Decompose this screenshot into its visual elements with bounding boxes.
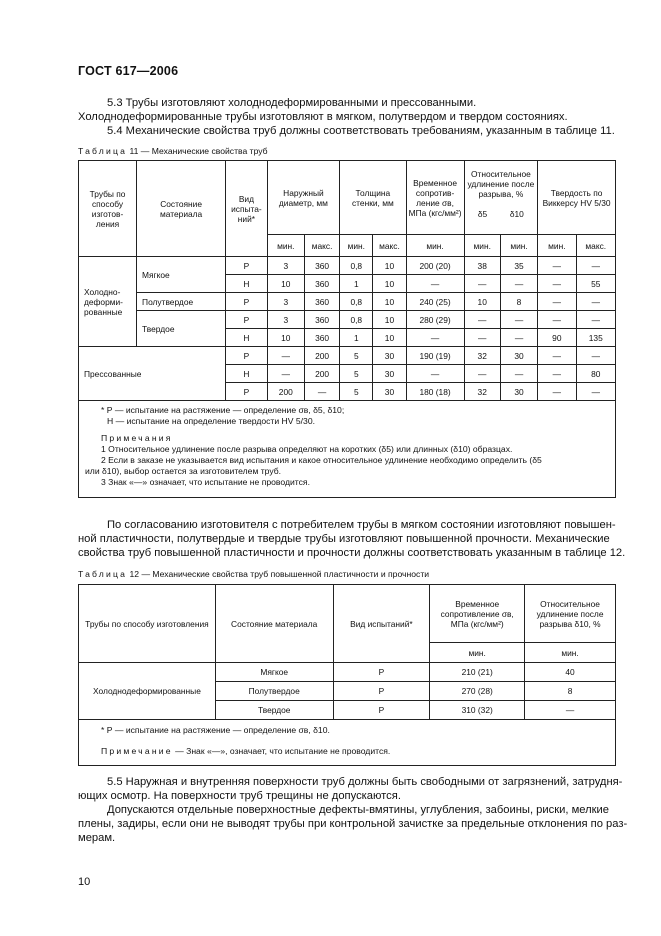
table-cell: 10 [373,275,406,293]
t11-footnote2: Н — испытание на определение твердости HV 5/30. [107,416,315,426]
t11-sub-min: мин. [406,235,464,257]
table-row [79,311,616,329]
t12-sub-min: мин. [525,643,616,663]
table-cell: Р [226,293,267,311]
table-cell: 360 [304,311,339,329]
table-cell: 190 (19) [406,347,464,365]
t11-sub-max: макс. [576,235,615,257]
t11-sub-max: макс. [373,235,406,257]
table-cell: 38 [464,257,500,275]
table12-caption: Таблица 12 — Механические свойства труб повышенной пластичности и прочности [78,569,430,579]
table-cell: — [500,275,537,293]
table-cell: Р [226,257,267,275]
para-5-3-line2: Холоднодеформированные трубы изготовляют в мягком, полутвердом и твердом состояниях. [78,111,568,123]
t12-header-state: Состояние материала [215,585,333,663]
t11-header-strength: Временное сопротив-ление σв, МПа (кгс/мм²) [406,161,464,235]
table-cell: 8 [500,293,537,311]
t11-header-test: Вид испыта-ний* [226,161,267,257]
table11-caption: Таблица 11 — Механические свойства труб [78,146,268,156]
table-cell: 0,8 [340,293,373,311]
table-cell: 3 [267,257,304,275]
para-mid-line2: ной пластичности, полутвердые и твердые трубы изготовляют повышенной прочности. Механические [78,533,610,545]
t11-note2b: или δ10), выбор остается за изготовителем труб. [85,466,282,476]
t11-notes-cell [79,401,616,498]
table-cell: 200 [304,347,339,365]
table-cell: — [464,365,500,383]
table-cell: 32 [464,347,500,365]
table-cell: Р [333,701,430,720]
table-12 [78,584,616,766]
t12-footnote: * Р — испытание на растяжение — определение σв, δ10. [101,725,330,735]
document-header: ГОСТ 617—2006 [78,64,179,78]
table-cell: — [464,275,500,293]
t11-note2a: 2 Если в заказе не указывается вид испытания и какое относительное удлинение необходимо определить (δ5 [101,455,542,465]
table-cell: Р [333,682,430,701]
table-cell: 10 [464,293,500,311]
para-mid-line3: свойства труб повышенной пластичности и прочности должны соответствовать указанным в таблице 12. [78,547,626,559]
t11-note1: 1 Относительное удлинение после разрыва определяют на коротких (δ5) или длинных (δ10) образцах. [101,444,513,454]
table-cell: 180 (18) [406,383,464,401]
table-cell: 30 [373,383,406,401]
t12-group: Холоднодеформированные [79,663,216,720]
table-cell: 210 (21) [430,663,525,682]
table-cell: — [464,311,500,329]
table-cell: — [406,365,464,383]
table-cell: Р [226,311,267,329]
t11-footnote1: * Р — испытание на растяжение — определение σв, δ5, δ10; [101,405,345,415]
table-cell: 10 [267,275,304,293]
t11-header-elong: Относительное удлинение после разрыва, % δ5 δ10 [464,161,538,235]
para-5-5-line4: плены, задиры, если они не выводят трубы при контрольной зачистке за предельные отклонения по раз- [78,818,628,830]
table-row [79,663,616,682]
table-cell: — [576,347,615,365]
t12-note: Примечание — Знак «—», означает, что испытание не проводится. [101,746,391,756]
t12-sub-min: мин. [430,643,525,663]
table-cell: Р [333,663,430,682]
table-cell: — [267,365,304,383]
table-cell: 80 [576,365,615,383]
table-row [79,347,616,365]
table-cell: 135 [576,329,615,347]
table-cell: 1 [340,275,373,293]
table-cell: 240 (25) [406,293,464,311]
table-cell: — [500,311,537,329]
table-cell: 360 [304,275,339,293]
t11-header-wall: Толщина стенки, мм [340,161,406,235]
table-cell: — [576,383,615,401]
table-cell: Н [226,275,267,293]
table-cell: 360 [304,293,339,311]
t11-group-cold: Холодно-деформи-рованные [79,257,137,347]
table-row [79,257,616,275]
table-cell: 310 (32) [430,701,525,720]
table-cell: 0,8 [340,311,373,329]
para-5-5-line2: ющих осмотр. На поверхности труб трещины не допускаются. [78,790,401,802]
table-cell: 40 [525,663,616,682]
table-cell: 30 [373,365,406,383]
table-cell: 360 [304,257,339,275]
table-cell: Твердое [215,701,333,720]
t11-state-soft: Мягкое [137,257,226,293]
table-cell: — [538,275,576,293]
t11-sub-min: мин. [340,235,373,257]
t11-state-semi: Полутвердое [137,293,226,311]
para-5-4: 5.4 Механические свойства труб должны соответствовать требованиям, указанным в таблице 11. [107,125,615,137]
table-cell: 10 [373,329,406,347]
table-cell: 200 (20) [406,257,464,275]
table-cell: 35 [500,257,537,275]
table-cell: — [267,347,304,365]
table-cell: 3 [267,311,304,329]
table-cell: — [538,365,576,383]
table-cell: Н [226,365,267,383]
table-cell: — [538,257,576,275]
table-cell: Н [226,329,267,347]
table-cell: 10 [373,293,406,311]
para-5-5-line5: мерам. [78,832,116,844]
table-cell: 5 [340,365,373,383]
table-cell: — [406,275,464,293]
table-cell: — [406,329,464,347]
t11-header-d10: δ10 [509,209,524,219]
table-cell: — [576,311,615,329]
table-cell: 30 [373,347,406,365]
t11-sub-min: мин. [500,235,537,257]
t12-header-method: Трубы по способу изготовления [79,585,216,663]
t11-header-state: Состояние материала [137,161,226,257]
table-cell: Р [226,383,267,401]
table-cell: 3 [267,293,304,311]
table-cell: 0,8 [340,257,373,275]
para-5-5-line1: 5.5 Наружная и внутренняя поверхности труб должны быть свободными от загрязнений, затрудня- [107,776,623,788]
para-5-3-line1: 5.3 Трубы изготовляют холоднодеформированными и прессованными. [107,97,477,109]
table-cell: 30 [500,347,537,365]
table-cell: 360 [304,329,339,347]
table-11 [78,160,616,498]
t12-header-test: Вид испытаний* [333,585,430,663]
t11-sub-min: мин. [267,235,304,257]
table-cell: — [304,383,339,401]
t12-notes-cell [79,720,616,766]
t11-header-diameter: Наружный диаметр, мм [267,161,340,235]
t11-note3: 3 Знак «—» означает, что испытание не проводится. [101,477,310,487]
table-cell: — [538,293,576,311]
table-cell: 280 (29) [406,311,464,329]
t12-header-strength: Временное сопротивление σв, МПа (кгс/мм²) [430,585,525,643]
t11-sub-min: мин. [464,235,500,257]
t11-header-hard: Твердость по Виккерсу HV 5/30 [538,161,616,235]
table-cell: — [525,701,616,720]
t11-state-hard: Твердое [137,311,226,347]
table-cell: 10 [373,311,406,329]
para-mid-line1: По согласованию изготовителя с потребителем трубы в мягком состоянии изготовляют повышен- [107,519,616,531]
table-cell: — [500,365,537,383]
t11-header-d5: δ5 [477,209,488,219]
table-cell: 8 [525,682,616,701]
table-cell: 270 (28) [430,682,525,701]
table-cell: Мягкое [215,663,333,682]
table-cell: 5 [340,347,373,365]
table-row [79,293,616,311]
t11-group-pressed: Прессованные [79,347,226,401]
table-cell: — [576,293,615,311]
table-cell: — [538,347,576,365]
table-cell: 30 [500,383,537,401]
t12-header-elong: Относительное удлинение после разрыва δ10, % [525,585,616,643]
t11-sub-min: мин. [538,235,576,257]
table-cell: 32 [464,383,500,401]
t11-sub-max: макс. [304,235,339,257]
table-cell: — [538,311,576,329]
table-cell: 55 [576,275,615,293]
table-cell: 90 [538,329,576,347]
para-5-5-line3: Допускаются отдельные поверхностные дефекты-вмятины, углубления, забоины, риски, мелкие [107,804,610,816]
table-cell: Р [226,347,267,365]
table-cell: — [500,329,537,347]
table-cell: 10 [373,257,406,275]
table-cell: — [464,329,500,347]
table-cell: — [576,257,615,275]
table-cell: 200 [304,365,339,383]
table-cell: 200 [267,383,304,401]
page-number: 10 [78,876,91,888]
table-cell: 10 [267,329,304,347]
table-cell: 5 [340,383,373,401]
t11-header-method: Трубы по способу изготов-ления [79,161,137,257]
table-cell: 1 [340,329,373,347]
t11-notes-title: Примечания [101,433,173,443]
table-cell: Полутвердое [215,682,333,701]
table-cell: — [538,383,576,401]
